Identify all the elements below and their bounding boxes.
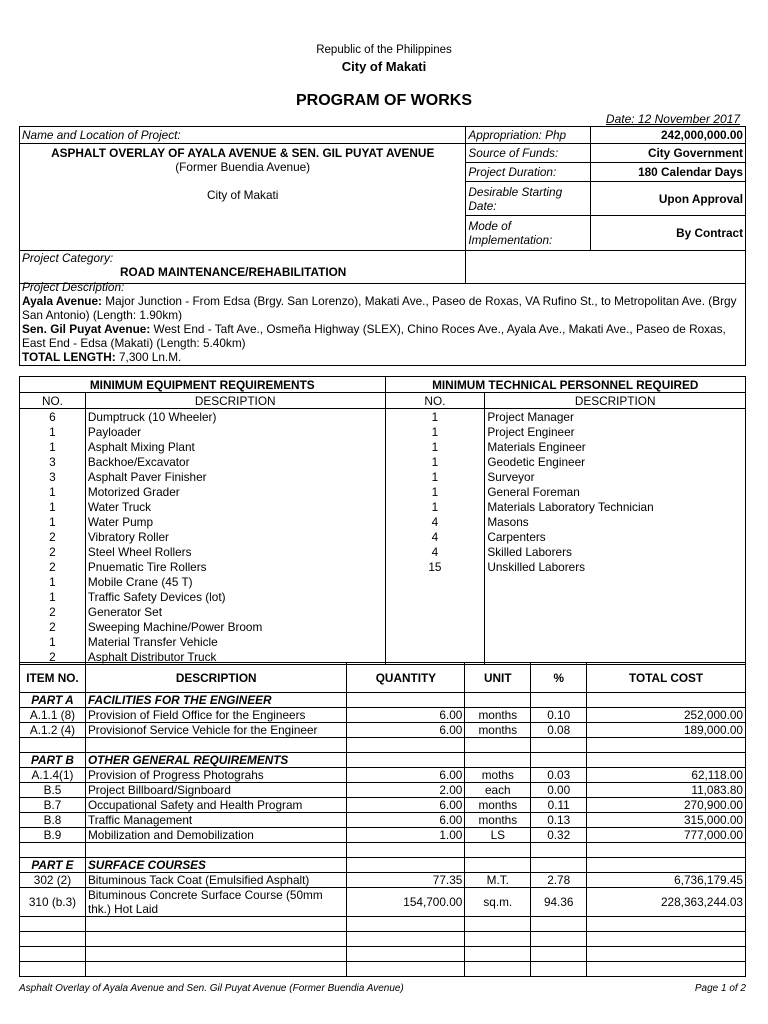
- equipment-description: Water Truck: [85, 499, 385, 514]
- item-unit: months: [465, 708, 531, 723]
- item-percent: 0.03: [531, 768, 587, 783]
- equipment-no: 1: [20, 499, 86, 514]
- equipment-no: 2: [20, 544, 86, 559]
- item-unit: months: [465, 723, 531, 738]
- requirement-row: [20, 559, 746, 574]
- personnel-no-header: NO.: [385, 393, 485, 409]
- cost-header-item: ITEM NO.: [20, 663, 86, 693]
- empty-cell: [85, 738, 347, 753]
- empty-cell: [531, 947, 587, 962]
- equipment-description: Backhoe/Excavator: [85, 454, 385, 469]
- empty-cell: [465, 858, 531, 873]
- item-description: Project Billboard/Signboard: [85, 783, 347, 798]
- equipment-description: Asphalt Paver Finisher: [85, 469, 385, 484]
- personnel-description: [485, 634, 746, 649]
- empty-cell: [347, 738, 465, 753]
- empty-cell: [347, 932, 465, 947]
- equipment-no: 1: [20, 574, 86, 589]
- part-title: SURFACE COURSES: [85, 858, 347, 873]
- empty-cell: [85, 947, 347, 962]
- empty-cell: [587, 843, 746, 858]
- footer-project-name: Asphalt Overlay of Ayala Avenue and Sen. Gil Puyat Avenue (Former Buendia Avenue): [19, 983, 404, 994]
- equipment-description: Payloader: [85, 424, 385, 439]
- item-total-cost: 11,083.80: [587, 783, 746, 798]
- start-value: Upon Approval: [591, 181, 746, 216]
- empty-cell: [587, 693, 746, 708]
- empty-cell: [465, 932, 531, 947]
- cost-item-row: [20, 783, 746, 798]
- empty-cell: [20, 932, 86, 947]
- personnel-no: 4: [385, 544, 485, 559]
- requirements-table: [19, 376, 746, 665]
- item-quantity: 6.00: [347, 708, 465, 723]
- empty-cell: [85, 932, 347, 947]
- item-total-cost: 270,900.00: [587, 798, 746, 813]
- requirement-row: [20, 514, 746, 529]
- cost-item-row: [20, 828, 746, 843]
- requirement-row: [20, 529, 746, 544]
- item-quantity: 1.00: [347, 828, 465, 843]
- project-name-cell: [20, 144, 466, 251]
- personnel-no: [385, 589, 485, 604]
- total-length: [22, 350, 743, 364]
- empty-cell: [465, 962, 531, 977]
- personnel-description: Materials Engineer: [485, 439, 746, 454]
- equipment-description: Mobile Crane (45 T): [85, 574, 385, 589]
- item-unit: LS: [465, 828, 531, 843]
- project-name: ASPHALT OVERLAY OF AYALA AVENUE & SEN. GIL PUYAT AVENUE: [51, 146, 435, 160]
- equipment-no: 2: [20, 619, 86, 634]
- requirement-row: [20, 499, 746, 514]
- cost-part-row: [20, 858, 746, 873]
- cost-blank-row: [20, 947, 746, 962]
- item-quantity: 6.00: [347, 813, 465, 828]
- duration-label: Project Duration:: [466, 162, 591, 181]
- category-label: Project Category:: [22, 251, 114, 265]
- requirement-row: [20, 619, 746, 634]
- personnel-description: Carpenters: [485, 529, 746, 544]
- item-total-cost: 189,000.00: [587, 723, 746, 738]
- personnel-no: 15: [385, 559, 485, 574]
- cost-header-quantity: QUANTITY: [347, 663, 465, 693]
- equipment-description: Asphalt Distributor Truck: [85, 649, 385, 665]
- cost-item-row: [20, 888, 746, 917]
- item-percent: 0.08: [531, 723, 587, 738]
- requirement-row: [20, 634, 746, 649]
- footer-page-number: Page 1 of 2: [694, 983, 746, 994]
- equipment-description: Material Transfer Vehicle: [85, 634, 385, 649]
- empty-cell: [531, 932, 587, 947]
- item-quantity: 77.35: [347, 873, 465, 888]
- item-quantity: 6.00: [347, 768, 465, 783]
- project-info-table: [19, 126, 746, 284]
- item-description: Bituminous Tack Coat (Emulsified Asphalt): [85, 873, 347, 888]
- item-number: A.1.1 (8): [20, 708, 86, 723]
- item-description: Occupational Safety and Health Program: [85, 798, 347, 813]
- requirement-row: [20, 409, 746, 425]
- equipment-description: Traffic Safety Devices (lot): [85, 589, 385, 604]
- equipment-description: Motorized Grader: [85, 484, 385, 499]
- category-value: ROAD MAINTENANCE/REHABILITATION: [120, 265, 347, 279]
- empty-cell: [85, 962, 347, 977]
- total-length-label: TOTAL LENGTH:: [22, 350, 116, 364]
- document-date: Date: 12 November 2017: [605, 112, 740, 126]
- empty-cell: [531, 917, 587, 932]
- empty-cell: [20, 738, 86, 753]
- equipment-no: 2: [20, 559, 86, 574]
- ayala-text: Major Junction - From Edsa (Brgy. San Lorenzo), Makati Ave., Paseo de Roxas, VA Rufino St., to Metropolitan Ave. (Brgy San Antonio) (Length: 1.90km): [22, 294, 737, 322]
- requirement-row: [20, 484, 746, 499]
- cost-item-row: [20, 873, 746, 888]
- cost-header-total: TOTAL COST: [587, 663, 746, 693]
- requirement-row: [20, 604, 746, 619]
- personnel-no: [385, 574, 485, 589]
- personnel-description: [485, 604, 746, 619]
- project-location: City of Makati: [206, 188, 279, 202]
- empty-cell: [465, 738, 531, 753]
- gil-puyat-description: [22, 322, 743, 350]
- header-city: City of Makati: [341, 59, 427, 74]
- part-label: PART A: [20, 693, 86, 708]
- name-location-label: Name and Location of Project:: [20, 127, 466, 144]
- empty-cell: [20, 917, 86, 932]
- personnel-no: 1: [385, 499, 485, 514]
- empty-cell: [347, 858, 465, 873]
- requirement-row: [20, 544, 746, 559]
- part-title: FACILITIES FOR THE ENGINEER: [85, 693, 347, 708]
- cost-header-unit: UNIT: [465, 663, 531, 693]
- item-total-cost: 315,000.00: [587, 813, 746, 828]
- personnel-description: Project Manager: [485, 409, 746, 425]
- item-number: 310 (b.3): [20, 888, 86, 917]
- item-description: Provisionof Service Vehicle for the Engineer: [85, 723, 347, 738]
- cost-part-row: [20, 753, 746, 768]
- cost-blank-row: [20, 738, 746, 753]
- equipment-heading: MINIMUM EQUIPMENT REQUIREMENTS: [20, 377, 386, 393]
- requirement-row: [20, 469, 746, 484]
- empty-cell: [531, 858, 587, 873]
- item-percent: 0.00: [531, 783, 587, 798]
- requirement-row: [20, 574, 746, 589]
- cost-item-row: [20, 723, 746, 738]
- empty-cell: [465, 947, 531, 962]
- item-percent: 94.36: [531, 888, 587, 917]
- empty-cell: [20, 843, 86, 858]
- equipment-description: Pnuematic Tire Rollers: [85, 559, 385, 574]
- item-unit: months: [465, 813, 531, 828]
- item-quantity: 2.00: [347, 783, 465, 798]
- equipment-no: 1: [20, 484, 86, 499]
- start-label: Desirable Starting Date:: [466, 181, 591, 216]
- equipment-no: 1: [20, 589, 86, 604]
- equipment-desc-header: DESCRIPTION: [85, 393, 385, 409]
- item-percent: 0.10: [531, 708, 587, 723]
- requirement-row: [20, 589, 746, 604]
- personnel-description: Materials Laboratory Technician: [485, 499, 746, 514]
- equipment-no: 1: [20, 439, 86, 454]
- item-unit: each: [465, 783, 531, 798]
- item-description: Provision of Field Office for the Engineers: [85, 708, 347, 723]
- personnel-no: 1: [385, 484, 485, 499]
- empty-cell: [587, 947, 746, 962]
- personnel-no: [385, 604, 485, 619]
- part-label: PART B: [20, 753, 86, 768]
- equipment-description: Steel Wheel Rollers: [85, 544, 385, 559]
- item-percent: 0.11: [531, 798, 587, 813]
- equipment-no: 1: [20, 424, 86, 439]
- ayala-description: [22, 294, 743, 322]
- item-unit: M.T.: [465, 873, 531, 888]
- item-total-cost: 777,000.00: [587, 828, 746, 843]
- gil-puyat-text: West End - Taft Ave., Osmeña Highway (SLEX), Chino Roces Ave., Ayala Ave., Makati Ave., Paseo de Roxas, East End - Edsa (Makati) (Length: 5.40km): [22, 322, 726, 350]
- cost-item-row: [20, 813, 746, 828]
- empty-cell: [347, 962, 465, 977]
- personnel-description: [485, 574, 746, 589]
- header-republic: Republic of the Philippines: [316, 44, 452, 56]
- cost-blank-row: [20, 962, 746, 977]
- cost-item-row: [20, 798, 746, 813]
- empty-cell: [531, 843, 587, 858]
- item-number: A.1.4(1): [20, 768, 86, 783]
- empty-cell: [587, 917, 746, 932]
- item-number: B.9: [20, 828, 86, 843]
- equipment-no: 2: [20, 649, 86, 665]
- total-length-value: 7,300 Ln.M.: [115, 350, 182, 364]
- empty-cell: [85, 843, 347, 858]
- empty-cell: [465, 753, 531, 768]
- equipment-no: 1: [20, 514, 86, 529]
- duration-value: 180 Calendar Days: [591, 162, 746, 181]
- empty-cell: [531, 753, 587, 768]
- personnel-no: 1: [385, 424, 485, 439]
- item-percent: 0.13: [531, 813, 587, 828]
- empty-cell: [347, 843, 465, 858]
- equipment-no: 6: [20, 409, 86, 425]
- item-unit: moths: [465, 768, 531, 783]
- personnel-no: 1: [385, 409, 485, 425]
- item-description: Traffic Management: [85, 813, 347, 828]
- empty-cell: [347, 753, 465, 768]
- description-label: Project Description:: [22, 280, 125, 294]
- item-number: B.8: [20, 813, 86, 828]
- page-title: PROGRAM OF WORKS: [296, 92, 472, 109]
- empty-cell: [465, 843, 531, 858]
- part-title: OTHER GENERAL REQUIREMENTS: [85, 753, 347, 768]
- item-description: Bituminous Concrete Surface Course (50mm thk.) Hot Laid: [85, 888, 347, 917]
- project-description-table: [19, 279, 746, 366]
- equipment-no-header: NO.: [20, 393, 86, 409]
- cost-item-row: [20, 768, 746, 783]
- item-description: Mobilization and Demobilization: [85, 828, 347, 843]
- item-percent: 0.32: [531, 828, 587, 843]
- item-number: 302 (2): [20, 873, 86, 888]
- item-total-cost: 228,363,244.03: [587, 888, 746, 917]
- empty-cell: [587, 753, 746, 768]
- item-total-cost: 252,000.00: [587, 708, 746, 723]
- personnel-description: General Foreman: [485, 484, 746, 499]
- appropriation-label: Appropriation: Php: [466, 127, 591, 144]
- cost-blank-row: [20, 932, 746, 947]
- equipment-description: Dumptruck (10 Wheeler): [85, 409, 385, 425]
- equipment-description: Generator Set: [85, 604, 385, 619]
- item-description: Provision of Progress Photograhs: [85, 768, 347, 783]
- project-former-name: (Former Buendia Avenue): [175, 160, 311, 174]
- empty-cell: [587, 858, 746, 873]
- personnel-no: 1: [385, 454, 485, 469]
- empty-cell: [587, 738, 746, 753]
- empty-cell: [465, 693, 531, 708]
- personnel-description: Geodetic Engineer: [485, 454, 746, 469]
- empty-cell: [85, 917, 347, 932]
- project-description-cell: [20, 279, 746, 366]
- equipment-description: Sweeping Machine/Power Broom: [85, 619, 385, 634]
- personnel-no: 1: [385, 469, 485, 484]
- item-total-cost: 62,118.00: [587, 768, 746, 783]
- item-unit: months: [465, 798, 531, 813]
- empty-cell: [587, 962, 746, 977]
- equipment-description: Vibratory Roller: [85, 529, 385, 544]
- personnel-description: Project Engineer: [485, 424, 746, 439]
- personnel-desc-header: DESCRIPTION: [485, 393, 746, 409]
- item-quantity: 6.00: [347, 798, 465, 813]
- cost-blank-row: [20, 917, 746, 932]
- item-number: B.7: [20, 798, 86, 813]
- personnel-no: 4: [385, 529, 485, 544]
- part-label: PART E: [20, 858, 86, 873]
- empty-cell: [347, 693, 465, 708]
- empty-cell: [465, 917, 531, 932]
- cost-part-row: [20, 693, 746, 708]
- personnel-no: [385, 634, 485, 649]
- personnel-description: Masons: [485, 514, 746, 529]
- ayala-label: Ayala Avenue:: [22, 294, 102, 308]
- item-percent: 2.78: [531, 873, 587, 888]
- personnel-description: Surveyor: [485, 469, 746, 484]
- personnel-heading: MINIMUM TECHNICAL PERSONNEL REQUIRED: [385, 377, 746, 393]
- item-number: B.5: [20, 783, 86, 798]
- requirement-row: [20, 439, 746, 454]
- empty-cell: [531, 738, 587, 753]
- equipment-no: 2: [20, 529, 86, 544]
- item-number: A.1.2 (4): [20, 723, 86, 738]
- cost-header-description: DESCRIPTION: [85, 663, 347, 693]
- equipment-no: 3: [20, 469, 86, 484]
- equipment-no: 3: [20, 454, 86, 469]
- empty-cell: [20, 947, 86, 962]
- item-quantity: 6.00: [347, 723, 465, 738]
- mode-value: By Contract: [591, 216, 746, 251]
- personnel-description: [485, 619, 746, 634]
- empty-cell: [20, 962, 86, 977]
- funds-value: City Government: [591, 144, 746, 163]
- requirement-row: [20, 424, 746, 439]
- cost-header-percent: %: [531, 663, 587, 693]
- personnel-no: 4: [385, 514, 485, 529]
- personnel-no: [385, 619, 485, 634]
- equipment-description: Asphalt Mixing Plant: [85, 439, 385, 454]
- item-quantity: 154,700.00: [347, 888, 465, 917]
- personnel-description: Unskilled Laborers: [485, 559, 746, 574]
- item-total-cost: 6,736,179.45: [587, 873, 746, 888]
- equipment-no: 2: [20, 604, 86, 619]
- requirement-row: [20, 454, 746, 469]
- appropriation-value: 242,000,000.00: [591, 127, 746, 144]
- empty-cell: [531, 962, 587, 977]
- empty-cell: [587, 932, 746, 947]
- cost-item-row: [20, 708, 746, 723]
- empty-cell: [531, 693, 587, 708]
- equipment-no: 1: [20, 634, 86, 649]
- cost-table: [19, 662, 746, 977]
- item-unit: sq.m.: [465, 888, 531, 917]
- funds-label: Source of Funds:: [466, 144, 591, 163]
- personnel-no: 1: [385, 439, 485, 454]
- personnel-description: Skilled Laborers: [485, 544, 746, 559]
- mode-label: Mode of Implementation:: [466, 216, 591, 251]
- empty-cell: [347, 917, 465, 932]
- empty-cell: [347, 947, 465, 962]
- gil-puyat-label: Sen. Gil Puyat Avenue:: [22, 322, 151, 336]
- personnel-description: [485, 589, 746, 604]
- cost-blank-row: [20, 843, 746, 858]
- equipment-description: Water Pump: [85, 514, 385, 529]
